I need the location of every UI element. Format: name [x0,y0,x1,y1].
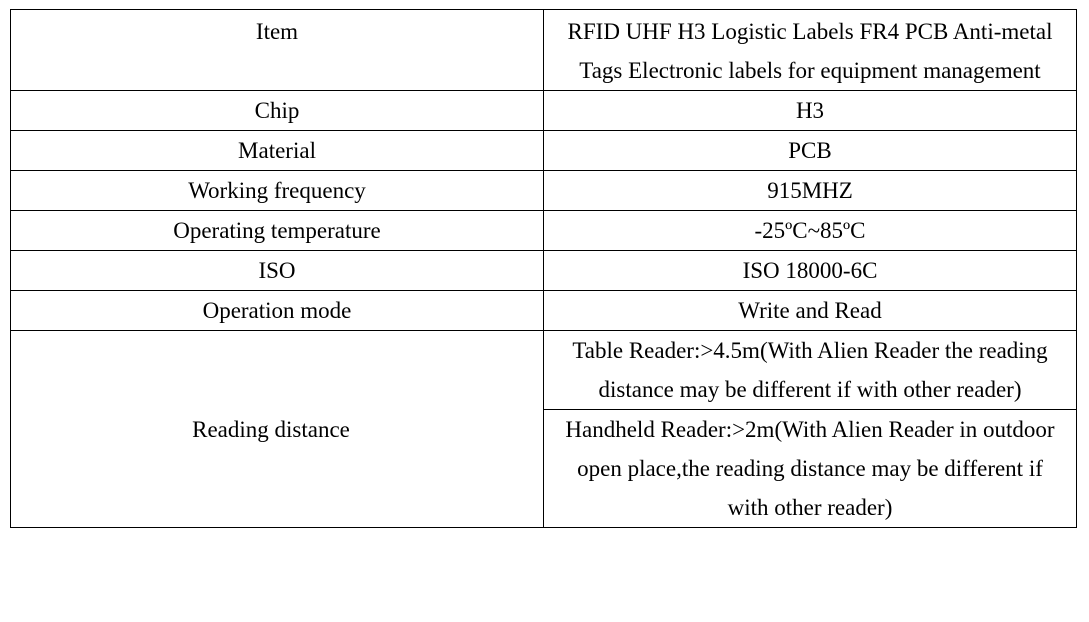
temperature-value: -25ºC~85ºC [544,211,1077,251]
operation-mode-value: Write and Read [544,291,1077,331]
chip-value: H3 [544,91,1077,131]
iso-value: ISO 18000-6C [544,251,1077,291]
table-reader-distance-value: Table Reader:>4.5m(With Alien Reader the reading distance may be different if with other reader) [544,331,1077,410]
material-label: Material [11,131,544,171]
table-row [11,331,1077,410]
handheld-reader-distance-value: Handheld Reader:>2m(With Alien Reader in outdoor open place,the reading distance may be different if with other reader) [544,410,1077,528]
table-row [11,251,1077,291]
frequency-value: 915MHZ [544,171,1077,211]
frequency-label: Working frequency [11,171,544,211]
table-row [11,291,1077,331]
table-row [11,211,1077,251]
temperature-label: Operating temperature [11,211,544,251]
table-row [11,10,1077,91]
item-header-cell: Item [11,10,544,91]
reading-distance-label: Reading distance [11,331,544,528]
spec-table [10,9,1077,528]
product-title-cell: RFID UHF H3 Logistic Labels FR4 PCB Anti-metal Tags Electronic labels for equipment management [544,10,1077,91]
table-row [11,171,1077,211]
chip-label: Chip [11,91,544,131]
iso-label: ISO [11,251,544,291]
operation-mode-label: Operation mode [11,291,544,331]
table-row [11,91,1077,131]
table-row [11,131,1077,171]
material-value: PCB [544,131,1077,171]
